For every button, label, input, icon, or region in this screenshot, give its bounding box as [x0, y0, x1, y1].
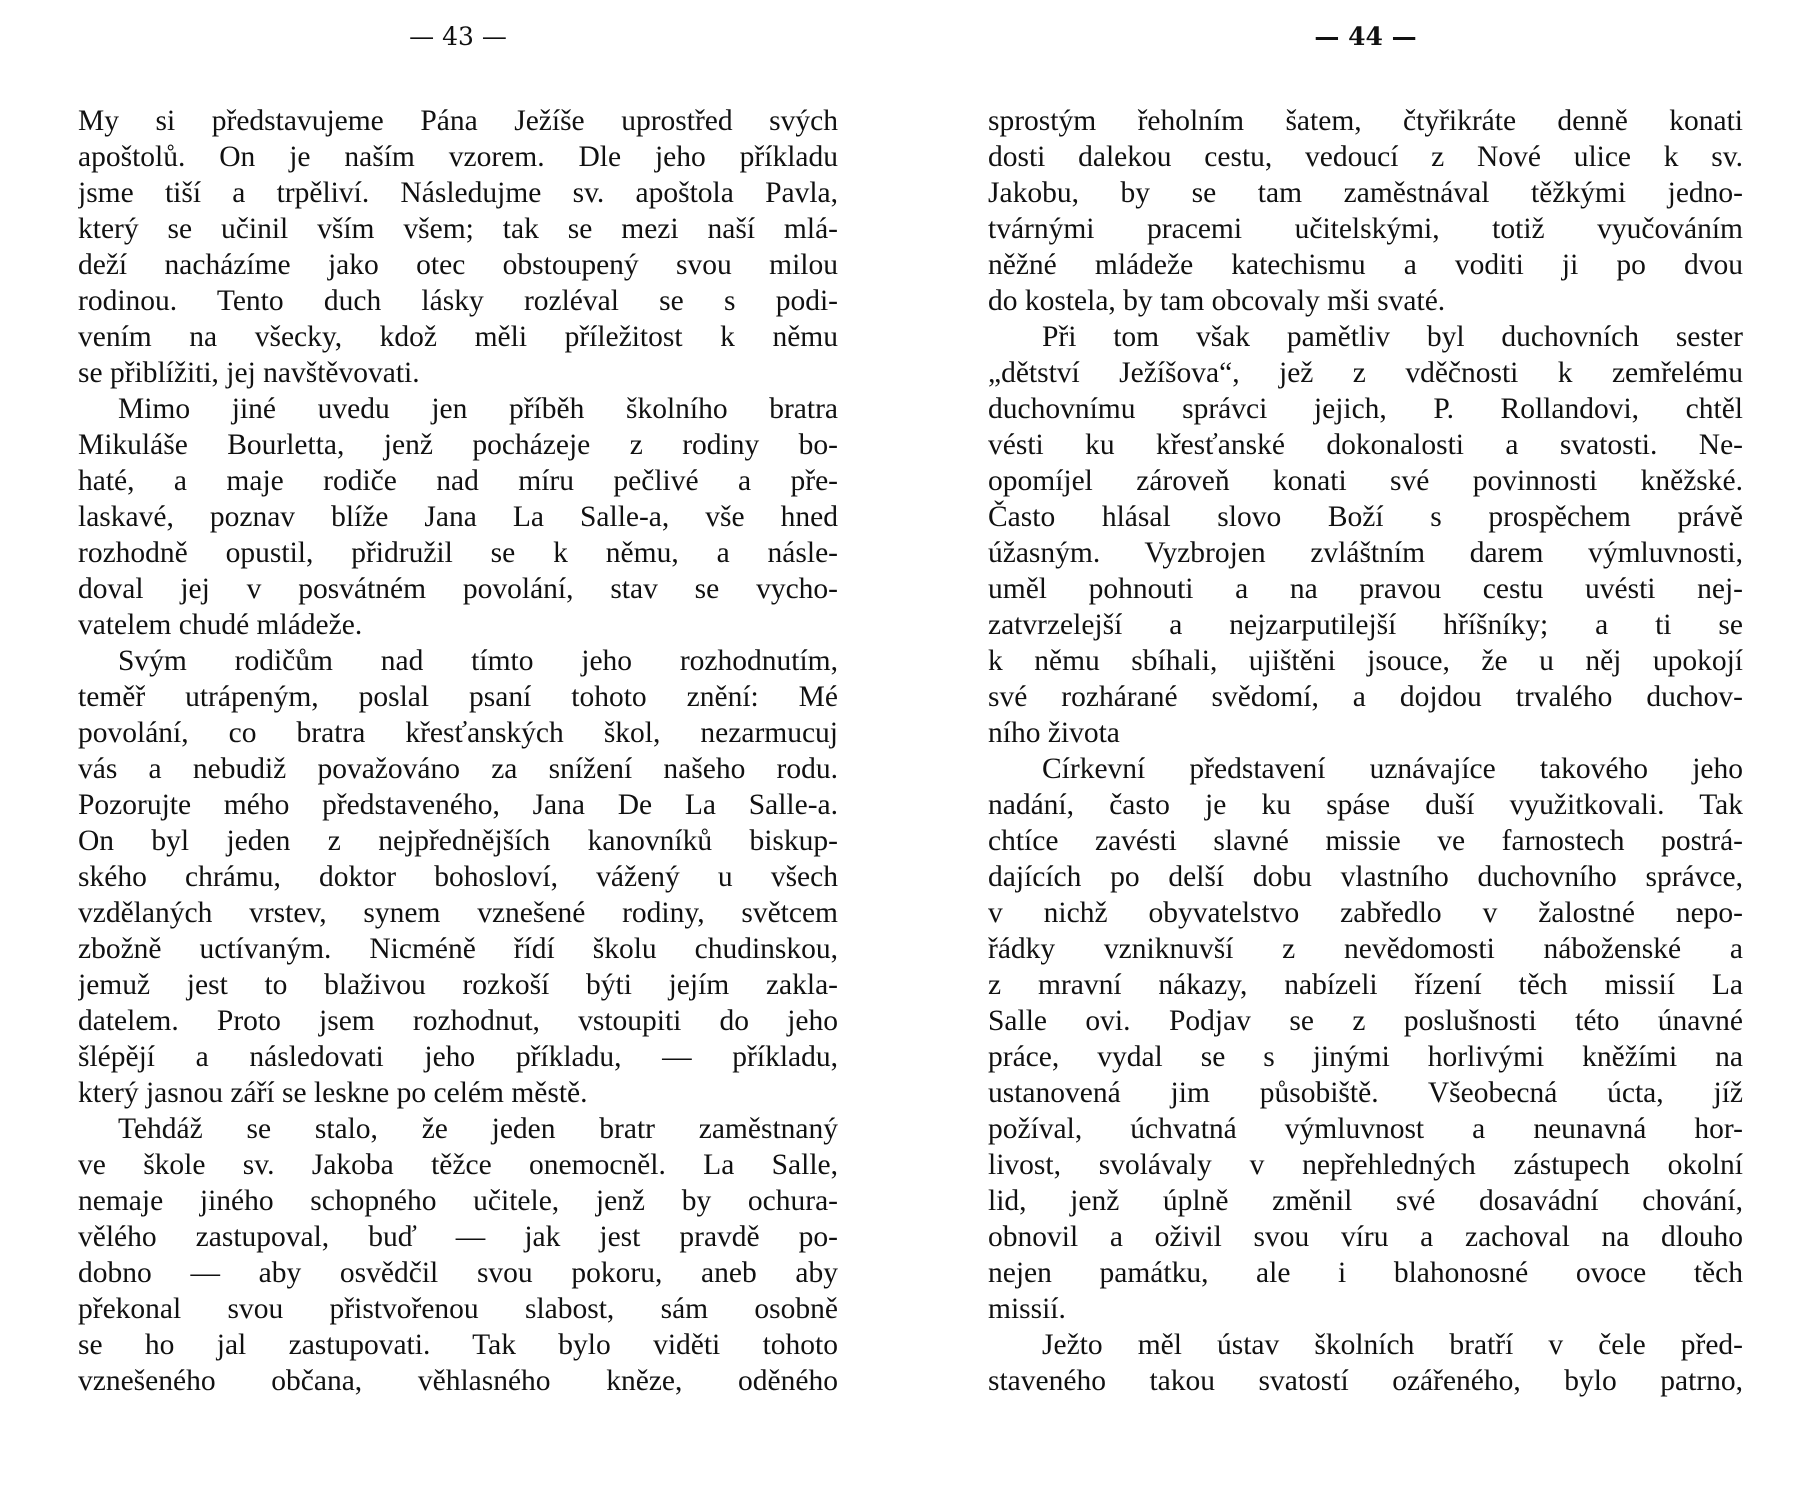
text-line: „dětství Ježíšova“, jež z vděčnosti k zemřelému [988, 357, 1743, 389]
right-page [988, 0, 1743, 1500]
text-line: nemaje jiného schopného učitele, jenž by ochura- [78, 1185, 838, 1217]
text-line: překonal svou přistvořenou slabost, sám osobně [78, 1293, 838, 1325]
text-line: livost, svolávaly v nepřehledných zástupech okolní [988, 1149, 1743, 1181]
text-line: obnovil a oživil svou víru a zachoval na dlouho [988, 1221, 1743, 1253]
text-line: Salle ovi. Podjav se z poslušnosti této únavné [988, 1005, 1743, 1037]
text-line: vzdělaných vrstev, synem vznešené rodiny, světcem [78, 897, 838, 929]
text-line: On byl jeden z nejpřednějších kanovníků biskup- [78, 825, 838, 857]
text-line: jsme tiší a trpěliví. Následujme sv. apoštola Pavla, [78, 177, 838, 209]
text-line: požíval, úchvatná výmluvnost a neunavná hor- [988, 1113, 1743, 1145]
text-line: který se učinil vším všem; tak se mezi naší mlá- [78, 213, 838, 245]
page-number: — 44 — [1314, 22, 1417, 51]
text-line: k němu sbíhali, ujištěni jsouce, že u něj upokojí [988, 645, 1743, 677]
body-text [988, 103, 1743, 1399]
text-line: úžasným. Vyzbrojen zvláštním darem výmluvnosti, [988, 537, 1743, 569]
text-line: deží nacházíme jako otec obstoupený svou milou [78, 249, 838, 281]
text-line: Mikuláše Bourletta, jenž pocházeje z rodiny bo- [78, 429, 838, 461]
text-line: vením na všecky, kdož měli příležitost k němu [78, 321, 838, 353]
text-line: Často hlásal slovo Boží s prospěchem právě [988, 501, 1743, 533]
text-line: vatelem chudé mládeže. [78, 609, 363, 641]
text-line: v nichž obyvatelstvo zabředlo v žalostné nepo- [988, 897, 1743, 929]
text-line: práce, vydal se s jinými horlivými kněžími na [988, 1041, 1743, 1073]
text-line: zatvrzelejší a nejzarputilejší hříšníky; a ti se [988, 609, 1743, 641]
text-line: datelem. Proto jsem rozhodnut, vstoupiti do jeho [78, 1005, 838, 1037]
text-line: jemuž jest to blaživou rozkoší býti jejím zakla- [78, 969, 838, 1001]
text-line: uměl pohnouti a na pravou cestu uvésti nej- [988, 573, 1743, 605]
text-line: své rozhárané svědomí, a dojdou trvalého duchov- [988, 681, 1743, 713]
text-line: teměř utrápeným, poslal psaní tohoto znění: Mé [78, 681, 838, 713]
text-line: ního života [988, 717, 1120, 749]
text-line: řádky vzniknuvší z nevědomosti náboženské a [988, 933, 1743, 965]
text-line: dajících po delší dobu vlastního duchovního správce, [988, 861, 1743, 893]
text-line: dobno — aby osvědčil svou pokoru, aneb aby [78, 1257, 838, 1289]
text-line: missií. [988, 1293, 1066, 1325]
text-line: do kostela, by tam obcovaly mši svaté. [988, 285, 1446, 317]
text-line: z mravní nákazy, nabízeli řízení těch missií La [988, 969, 1743, 1001]
text-line: lid, jenž úplně změnil své dosavádní chování, [988, 1185, 1743, 1217]
text-line: šlépějí a následovati jeho příkladu, — příkladu, [78, 1041, 838, 1073]
text-line: dosti dalekou cestu, vedoucí z Nové ulice k sv. [988, 141, 1743, 173]
text-line: vésti ku křesťanské dokonalosti a svatosti. Ne- [988, 429, 1743, 461]
body-text [78, 103, 838, 1399]
text-line: Jakobu, by se tam zaměstnával těžkými jedno- [988, 177, 1743, 209]
text-line: Pozorujte mého představeného, Jana De La Salle-a. [78, 789, 838, 821]
text-line: něžné mládeže katechismu a voditi ji po dvou [988, 249, 1743, 281]
text-line: povolání, co bratra křesťanských škol, nezarmucuj [78, 717, 838, 749]
text-line: Mimo jiné uvedu jen příběh školního bratra [118, 393, 838, 425]
text-line: se ho jal zastupovati. Tak bylo viděti tohoto [78, 1329, 838, 1361]
text-line: tvárnými pracemi učitelskými, totiž vyučováním [988, 213, 1743, 245]
text-line: zbožně uctívaným. Nicméně řídí školu chudinskou, [78, 933, 838, 965]
text-line: sprostým řeholním šatem, čtyřikráte denně konati [988, 105, 1743, 137]
text-line: Církevní představení uznávajíce takového jeho [1042, 753, 1743, 785]
text-line: rozhodně opustil, přidružil se k němu, a násle- [78, 537, 838, 569]
page-number: — 43 — [409, 22, 507, 51]
text-line: se přiblížiti, jej navštěvovati. [78, 357, 420, 389]
text-line: haté, a maje rodiče nad míru pečlivé a pře- [78, 465, 838, 497]
text-line: ského chrámu, doktor bohosloví, vážený u všech [78, 861, 838, 893]
text-line: Tehdáž se stalo, že jeden bratr zaměstnaný [118, 1113, 838, 1145]
text-line: vělého zastupoval, buď — jak jest pravdě po- [78, 1221, 838, 1253]
text-line: vznešeného občana, věhlasného kněze, oděného [78, 1365, 838, 1397]
text-line: opomíjel zároveň konati své povinnosti kněžské. [988, 465, 1743, 497]
text-line: který jasnou září se leskne po celém městě. [78, 1077, 588, 1109]
text-line: ve škole sv. Jakoba těžce onemocněl. La Salle, [78, 1149, 838, 1181]
text-line: My si představujeme Pána Ježíše uprostřed svých [78, 105, 838, 137]
text-line: duchovnímu správci jejich, P. Rollandovi, chtěl [988, 393, 1743, 425]
text-line: ustanovená jim působiště. Všeobecná úcta, jíž [988, 1077, 1743, 1109]
text-line: staveného takou svatostí ozářeného, bylo patrno, [988, 1365, 1743, 1397]
text-line: chtíce zavésti slavné missie ve farnostech postrá- [988, 825, 1743, 857]
text-line: doval jej v posvátném povolání, stav se vycho- [78, 573, 838, 605]
left-page [78, 0, 838, 1500]
text-line: Ježto měl ústav školních bratří v čele před- [1042, 1329, 1743, 1361]
text-line: rodinou. Tento duch lásky rozléval se s podi- [78, 285, 838, 317]
text-line: apoštolů. On je naším vzorem. Dle jeho příkladu [78, 141, 838, 173]
text-line: nadání, často je ku spáse duší využitkovali. Tak [988, 789, 1743, 821]
text-line: nejen památku, ale i blahonosné ovoce těch [988, 1257, 1743, 1289]
text-line: Při tom však pamětliv byl duchovních sester [1042, 321, 1743, 353]
text-line: Svým rodičům nad tímto jeho rozhodnutím, [118, 645, 838, 677]
text-line: vás a nebudiž považováno za snížení našeho rodu. [78, 753, 838, 785]
text-line: laskavé, poznav blíže Jana La Salle-a, vše hned [78, 501, 838, 533]
